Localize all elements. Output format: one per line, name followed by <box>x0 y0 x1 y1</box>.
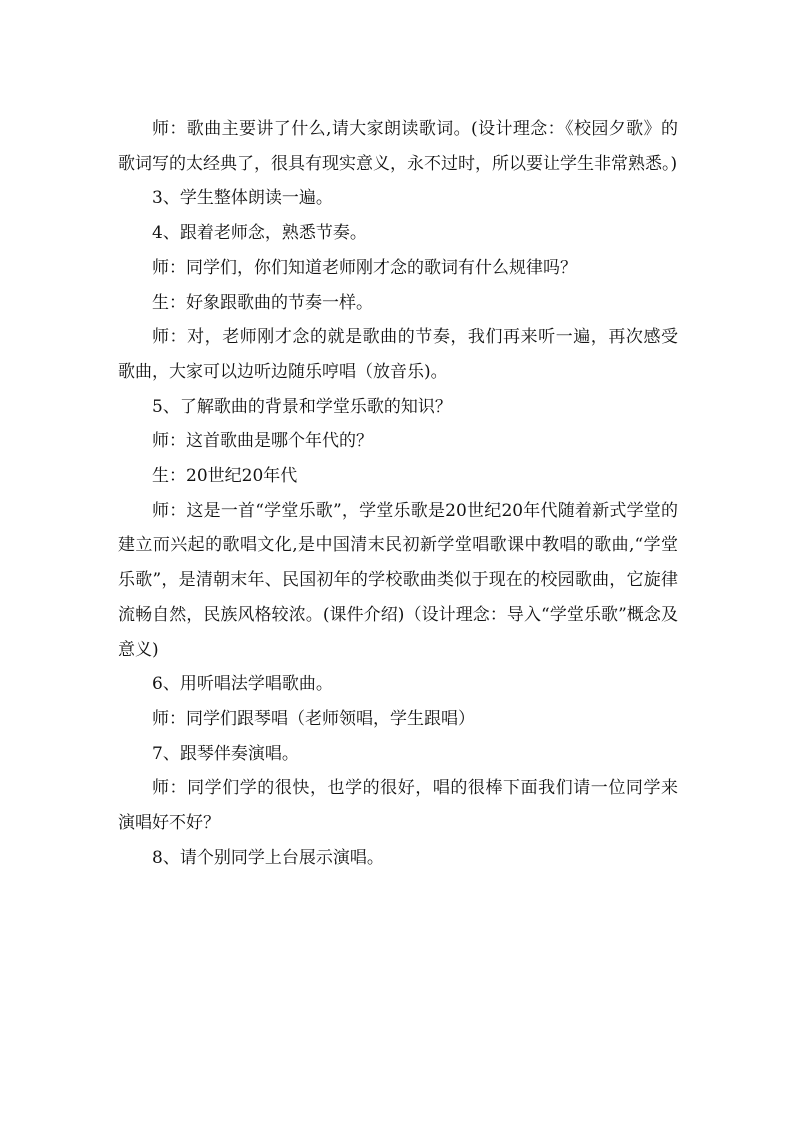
paragraph-teacher-era: 师：这首歌曲是哪个年代的？ <box>152 431 373 452</box>
paragraph-step-6: 6、用听唱法学唱歌曲。 <box>152 674 333 695</box>
paragraph-step-5: 5、了解歌曲的背景和学堂乐歌的知识？ <box>152 396 452 417</box>
paragraph-teacher-praise: 师：同学们学的很快，也学的很好，唱的很棒下面我们请一位同学来演唱好不好？ <box>118 778 678 834</box>
paragraph-teacher-piano: 师：同学们跟琴唱（老师领唱，学生跟唱） <box>152 708 475 729</box>
paragraph-step-7: 7、跟琴伴奏演唱。 <box>152 743 299 764</box>
paragraph-step-3: 3、学生整体朗读一遍。 <box>152 188 333 209</box>
paragraph-step-8: 8、请个别同学上台展示演唱。 <box>152 847 384 868</box>
paragraph-teacher-school-song: 师：这是一首“学堂乐歌”，学堂乐歌是20世纪20年代随着新式学堂的建立而兴起的歌唱文化,是中国清末民初新学堂唱歌课中教唱的歌曲,“学堂乐歌”，是清朝末年、民国初年的学校歌曲类似于现在的校园歌曲，它旋律流畅自然，民族风格较浓。(课件介绍)（设计理念：导入“学堂乐歌”概念及意义) <box>118 500 678 660</box>
paragraph-student-answer: 生：好象跟歌曲的节奏一样。 <box>152 292 373 313</box>
paragraph-teacher-lyrics: 师：歌曲主要讲了什么,请大家朗读歌词。(设计理念：《校园夕歌》的歌词写的太经典了，很具有现实意义，永不过时，所以要让学生非常熟悉。) <box>118 119 678 174</box>
paragraph-student-era: 生：20世纪20年代 <box>152 466 298 487</box>
paragraph-teacher-rhythm: 师：对，老师刚才念的就是歌曲的节奏，我们再来听一遍，再次感受歌曲，大家可以边听边随乐哼唱（放音乐)。 <box>118 327 678 382</box>
document-body <box>118 112 678 875</box>
paragraph-teacher-question: 师：同学们，你们知道老师刚才念的歌词有什么规律吗？ <box>152 257 577 278</box>
paragraph-step-4: 4、跟着老师念，熟悉节奏。 <box>152 223 367 244</box>
